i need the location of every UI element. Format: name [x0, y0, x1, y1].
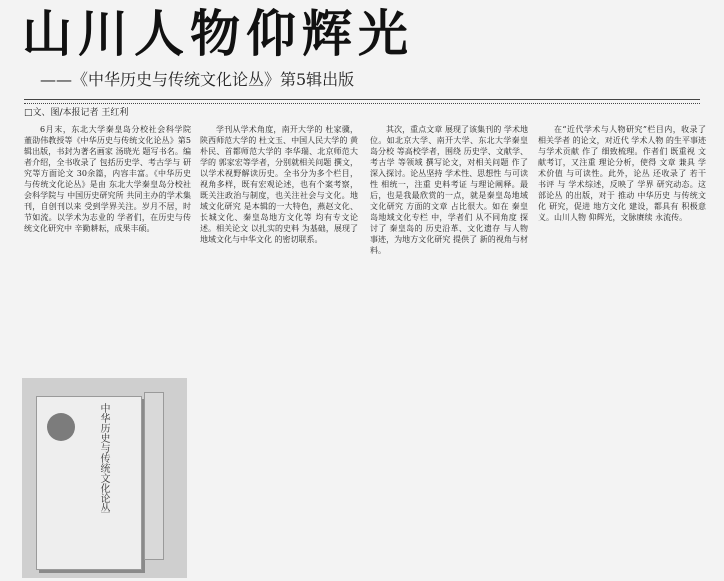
book-photo [22, 378, 187, 578]
column-2-text: 学刊从学术角度，南开大学的 杜家骥，陕西师范大学的 杜文玉、中国人民大学的 黄朴民、首都师范大学的 李华瑞、北京师范大学的 郭家宏等学者，分别就相关问题 撰文，以学术视野解读历史。全书分为多个栏目，视角多样，既有宏观论述，也有个案考察，既关注政治与制度，也关注社会与文化。地域文化研究 是本辑的一大特色，燕赵文化、长城文化、秦皇岛地方文化等 均有专文论述。相关论文 以扎实的史料 为基础，展现了 地域文化与中华文化 的密切联系。 [200, 125, 358, 244]
book-spine [144, 392, 164, 560]
headline: 山川人物仰辉光 [22, 5, 414, 63]
column-3 [370, 124, 528, 576]
column-1-text: 6月末，东北大学秦皇岛分校社会科学院 董劭伟教授等《中华历史与传统文化论丛》第5辑出版，书封为著名画家 汤晓光 题写书名。编者介绍，全书收录了 包括历史学、考古学与 研究等方面论文 30余篇，内容丰富。《中华历史与传统文化论丛》是由 东北大学秦皇岛分校社会科学院与 中国历史研究所 共同主办的学术集刊，自创刊以来 受到学界关注。岁月不居，时节如流。以学术为志业的 学者们，在历史与传统文化研究中 辛勤耕耘，成果丰硕。 [24, 125, 191, 233]
divider-rule-dotted [24, 103, 700, 104]
subtitle: ——《中华历史与传统文化论丛》第5辑出版 [40, 70, 355, 89]
column-2 [200, 124, 358, 576]
byline: □文、图/本报记者 王红利 [24, 108, 129, 118]
column-4-text: 在“近代学术与人物研究”栏目内，收录了 相关学者 的论文，对近代 学术人物 的生平事迹 与学术贡献 作了 细致梳理。作者们 既重视 文献考订，又注重 理论分析，使得 文章 兼具 学术价值 与可读性。此外，论丛 还收录了 若干 书评 与 学术综述，反映了 学界 研究动态。这部论丛 的出版，对于 推动 中华历史 与传统文化 研究，促进 地方文化 建设，都具有 积极意义。山川人物 仰辉光，文脉赓续 永流传。 [538, 125, 706, 222]
book-title: 中华历史与传统文化论丛 [98, 403, 109, 513]
book-cover [36, 396, 142, 570]
column-4 [538, 124, 706, 576]
column-3-text: 其次，重点文章 展现了该集刊的 学术地位。如北京大学、南开大学、东北大学秦皇岛分校 等高校学者，围绕 历史学、文献学、考古学 等领域 撰写论文，对相关问题 作了深入探讨。论丛坚持 学术性、思想性 与可读性 相统一，注重 史料考证 与理论阐释。最后，也是我最欣赏的一点，就是秦皇岛地域文化研究 方面的文章 占比很大。如在 秦皇岛地域文化专栏 中，学者们 从不同角度 探讨了 秦皇岛的 历史沿革、文化遗存 与人物事迹，为地方文化研究 提供了 新的视角与材料。 [370, 125, 528, 255]
divider-rule [24, 99, 700, 100]
column-1 [24, 124, 191, 378]
emblem-icon [47, 413, 75, 441]
